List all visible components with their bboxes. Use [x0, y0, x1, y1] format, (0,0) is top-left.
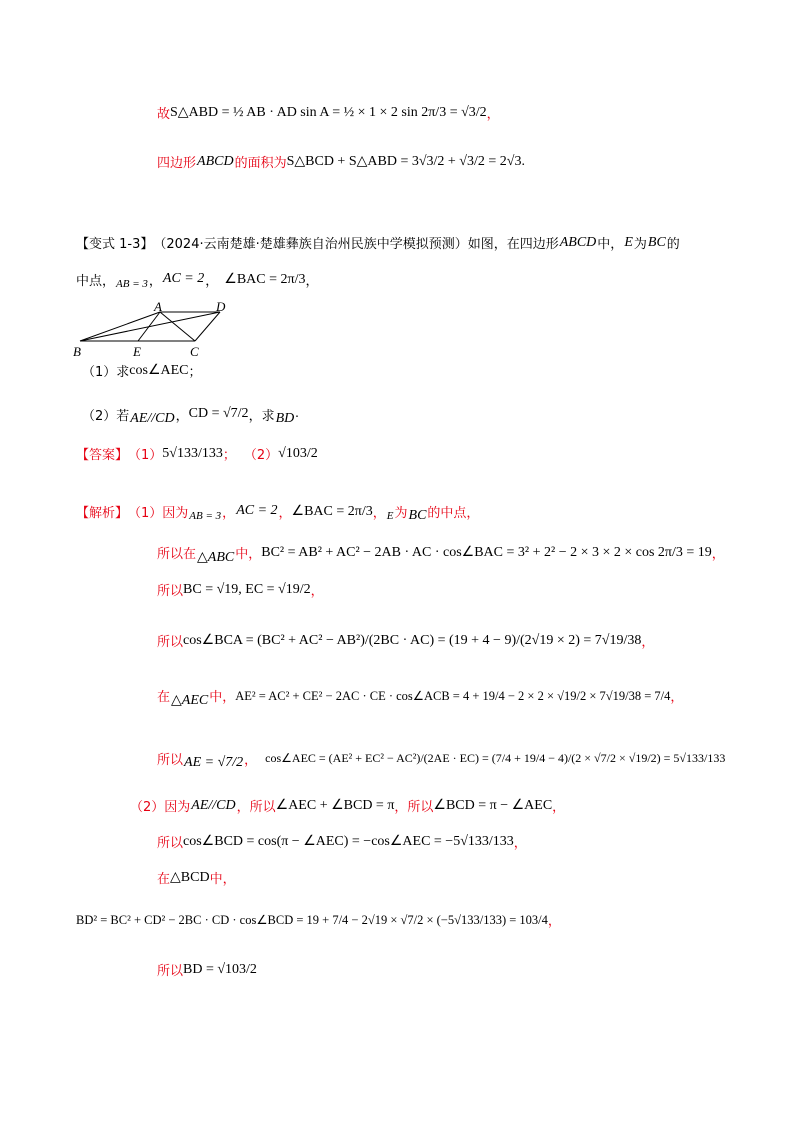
- eq-cos-bcd: cos∠BCD = cos(π − ∠AEC) = −cos∠AEC = −5√133/133: [183, 834, 514, 849]
- text: ，求: [248, 408, 275, 424]
- sol-line-10: BD² = BC² + CD² − 2BC · CD · cos∠BCD = 19 + 7/4 − 2√19 × √7/2 × (−5√133/133) = 103/4 ，: [76, 912, 561, 929]
- q2-label: （2）若: [82, 408, 130, 424]
- eq-bd: BD = √103/2: [183, 961, 257, 977]
- point-e: E: [624, 234, 633, 250]
- text: 在: [157, 872, 171, 887]
- punct: .: [295, 406, 299, 421]
- sol-line-2: 所以在 △ABC 中， BC² = AB² + AC² − 2AB · AC · cos∠BAC = 3² + 2² − 2 × 3 × 2 × cos 2π/3 = 19 ，: [157, 545, 725, 565]
- question-2: （2）若 AE//CD ， CD = √7/2 ，求 BD .: [82, 406, 299, 426]
- answer-p2: （2）: [243, 448, 279, 463]
- text: 所以: [157, 836, 184, 851]
- triangle-aec: △AEC: [171, 693, 209, 708]
- label-b: B: [73, 344, 81, 359]
- solution-tag: 【解析】: [76, 505, 129, 521]
- text: ，所以: [394, 800, 434, 815]
- sol-line-5: 在 △AEC 中， AE² = AC² + CE² − 2AC · CE · cos∠ACB = 4 + 19/4 − 2 × 2 × √19/2 × 7√19/38 = 7/4 ，: [157, 682, 683, 709]
- triangle-bcd: △BCD: [170, 870, 210, 885]
- cond-angle: ∠BAC = 2π/3: [291, 503, 373, 519]
- text: 中点，: [76, 273, 116, 289]
- eq-bc-squared: BC² = AB² + AC² − 2AB · AC · cos∠BAC = 3² + 2² − 2 × 3 × 2 × cos 2π/3 = 19: [261, 545, 712, 560]
- segment-bc: BC: [408, 508, 427, 523]
- cond-ab: AB = 3: [116, 278, 148, 290]
- text: 中，: [209, 690, 236, 705]
- text: ，所以: [236, 800, 276, 815]
- prev-line-2: [157, 152, 525, 171]
- text: 所以: [157, 584, 184, 599]
- text: 为: [633, 237, 647, 252]
- eq-cos-aec: cos∠AEC = (AE² + EC² − AC²)/(2AE · EC) = (7/4 + 19/4 − 4)/(2 × √7/2 × √19/2) = 5√133/133: [265, 750, 726, 765]
- point-e: E: [386, 510, 394, 522]
- text: 中，: [235, 547, 262, 562]
- sol-line-8: 所以 cos∠BCD = cos(π − ∠AEC) = −cos∠AEC = −5√133/133 ，: [157, 834, 527, 851]
- punct: ；: [222, 448, 236, 463]
- text: （2）因为: [130, 800, 191, 815]
- text: 的中点，: [427, 505, 480, 521]
- q1-label: （1）求: [82, 365, 130, 380]
- quad-name: ABCD: [559, 234, 597, 250]
- sol-line-7: （2）因为 AE//CD ，所以 ∠AEC + ∠BCD = π ，所以 ∠BCD = π − ∠AEC ，: [130, 797, 566, 815]
- label-a: A: [154, 300, 162, 314]
- prev-area-abd: S△ABD = ½ AB · AD sin A = ½ × 1 × 2 sin 2π/3 = √3/2: [170, 105, 487, 120]
- seg-ac: [160, 312, 195, 341]
- problem-line-2: 中点， AB = 3 ， AC = 2 ， ∠BAC = 2π/3 ，: [76, 271, 319, 290]
- parallel: AE//CD: [191, 797, 236, 813]
- triangle-abc: △ABC: [197, 550, 235, 565]
- label-c: C: [190, 344, 199, 359]
- quadrilateral-figure: [70, 300, 240, 362]
- text: 所以: [157, 752, 184, 768]
- cond-angle: ∠BAC = 2π/3: [224, 271, 306, 287]
- question-1: [82, 361, 202, 380]
- sol-line-6: 所以 AE = √7/2 ， cos∠AEC = (AE² + EC² − AC²)/(2AE · EC) = (7/4 + 19/4 − 4)/(2 × √7/2 × √19/2) = 5√133/133: [157, 750, 726, 770]
- q2-cd: CD = √7/2: [188, 406, 249, 421]
- text: 中，: [597, 237, 624, 252]
- problem-source: （2024·云南楚雄·楚雄彝族自治州民族中学模拟预测）如图，在四边形: [153, 237, 559, 252]
- eq-cos-bca: cos∠BCA = (BC² + AC² − AB²)/(2BC · AC) = (19 + 4 − 9)/(2√19 × 2) = 7√19/38: [183, 633, 642, 648]
- cond-ab: AB = 3: [189, 510, 222, 522]
- eq-angle-sum: ∠AEC + ∠BCD = π: [275, 798, 395, 813]
- punct: ；: [188, 365, 202, 380]
- area-word: 的面积为: [234, 156, 287, 171]
- sol-line-9: [157, 868, 236, 887]
- prev-line-1: [157, 103, 500, 122]
- text: 所以: [157, 635, 184, 650]
- sol-line-1: 【解析】 （1）因为 AB = 3 ， AC = 2 ， ∠BAC = 2π/3 ， E 为 BC 的中点，: [76, 503, 480, 523]
- eq-angle-bcd: ∠BCD = π − ∠AEC: [433, 798, 553, 813]
- segment-bc: BC: [647, 234, 666, 250]
- answer-2: √103/2: [278, 445, 318, 461]
- q2-bd: BD: [275, 411, 295, 426]
- answer-line: [76, 444, 318, 463]
- eq-bd-squared: BD² = BC² + CD² − 2BC · CD · cos∠BCD = 19 + 7/4 − 2√19 × √7/2 × (−5√133/133) = 103/4: [76, 912, 548, 927]
- sol-line-11: [157, 960, 257, 979]
- text: 为: [394, 505, 408, 521]
- problem-line-1: [76, 233, 680, 252]
- answer-1: 5√133/133: [162, 445, 223, 461]
- quad-name: ABCD: [197, 153, 234, 169]
- q2-parallel: AE//CD: [130, 411, 175, 426]
- label-d: D: [216, 300, 226, 314]
- label-e: E: [133, 344, 141, 359]
- answer-p1: （1）: [128, 448, 163, 463]
- sol-line-3: 所以 BC = √19, EC = √19/2 ，: [157, 581, 324, 599]
- eq-bc-ec: BC = √19, EC = √19/2: [183, 581, 311, 597]
- text: 的: [666, 237, 680, 252]
- text: 所以: [157, 964, 184, 979]
- text: 所以在: [157, 547, 197, 562]
- sol-line-4: 所以 cos∠BCA = (BC² + AC² − AB²)/(2BC · AC) = (19 + 4 − 9)/(2√19 × 2) = 7√19/38 ，: [157, 633, 655, 650]
- text: （1）因为: [128, 505, 189, 521]
- prev-word-gu: 故: [157, 107, 171, 122]
- eq-ae-squared: AE² = AC² + CE² − 2AC · CE · cos∠ACB = 4 + 19/4 − 2 × 2 × √19/2 × 7√19/38 = 7/4: [235, 688, 671, 703]
- prev-area-total: S△BCD + S△ABD = 3√3/2 + √3/2 = 2√3: [286, 154, 522, 169]
- problem-tag: 【变式 1-3】: [76, 237, 154, 252]
- quad-word: 四边形: [157, 156, 197, 171]
- answer-tag: 【答案】: [76, 448, 129, 463]
- cond-ac: AC = 2: [162, 271, 205, 286]
- q1-math: cos∠AEC: [129, 363, 189, 378]
- punct: .: [521, 153, 525, 169]
- text: 中，: [209, 872, 236, 887]
- punct: ，: [486, 107, 500, 122]
- eq-ae: AE = √7/2: [184, 755, 244, 770]
- cond-ac: AC = 2: [236, 503, 278, 518]
- text: 在: [157, 690, 171, 705]
